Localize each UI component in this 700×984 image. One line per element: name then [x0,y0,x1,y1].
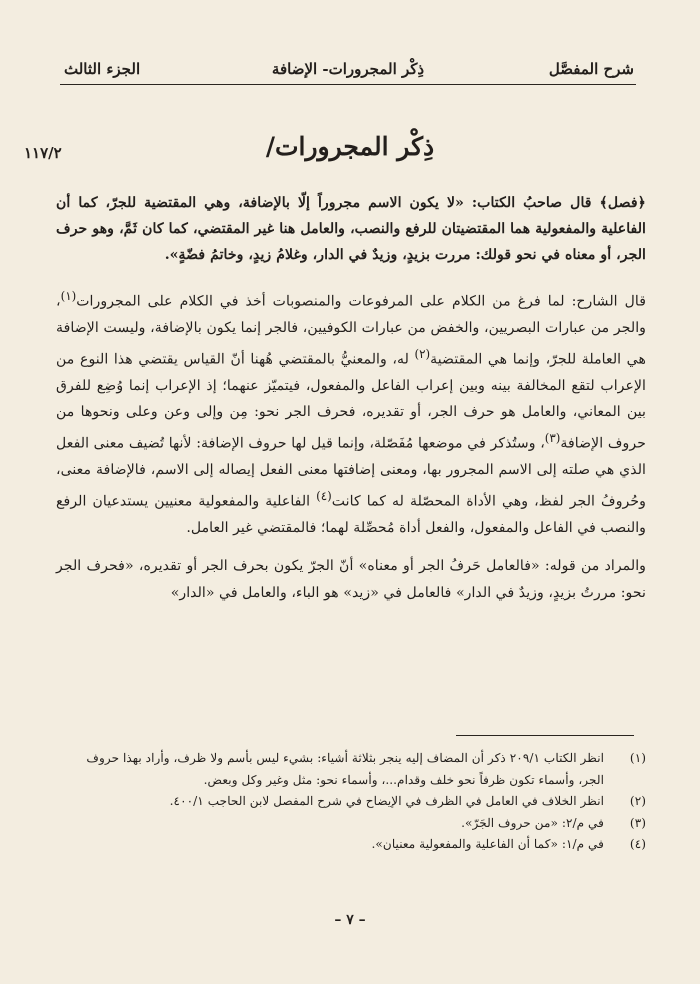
chapter-title: ذِكْر المجرورات/ [265,132,435,161]
footnote-number: (١) [629,751,646,765]
footnote-marker-1: (١) [60,288,77,303]
footnote-text: انظر الكتاب ٢٠٩/١ ذكر أن المضاف إليه ينجر بثلاثة أشياء: بشيء ليس بأسم ولا ظرف، وأراد بهذا حروف الجر، وأسماء تكون ظرفاً نحو خلف وقدام...، وأسماء نحو: مثل وغير وكل وبعض. [86,751,604,787]
section-title: ذِكْر المجرورات- الإضافة [271,60,425,78]
commentary-text-d: ، وستُذكر في موضعها مُفَصّلة، وإنما قيل لها حروف الإضافة: لأنها تُضيف معنى الفعل الذي هي صلته إلى الاسم المجرور بها، ومعنى إضافتها معنى الفعل إيصاله إلى الاسم، فالإضافة معنى، وحُروفُ الجر لفظ، وهي الأداة المحصّلة له كما كانت [56,435,646,510]
footnote-marker-4: (٤) [316,489,332,504]
book-title: شرح المفصَّل [548,60,634,78]
page-number: – ٧ – [334,912,366,928]
commentary-text-a: قال الشارح: لما فرغ من الكلام على المرفوعات والمنصوبات أخذ في الكلام على المجرورات [76,293,646,310]
commentary-text-b: ، والجر من عبارات البصريين، والخفض من عبارات الكوفيين، فالجر إنما يكون بالإضافة، وليست الإضافة هي العاملة للجرّ، وإنما هي المقتضية [56,293,646,368]
main-text [56,190,646,606]
footnote-separator [456,735,634,736]
footnote-number: (٤) [629,837,646,851]
footnote [60,748,646,791]
commentary-text-e: الفاعلية والمفعولية معنيين يستدعيان الرفع والنصب في الفاعل والمفعول، والفعل أداة مُحصِّلة لهما؛ فالمقتضي غير العامل. [56,493,646,537]
footnote-text: انظر الخلاف في العامل في الظرف في الإيضاح في شرح المفصل لابن الحاجب ٤٠٠/١. [169,794,604,808]
footnote [60,813,646,835]
footnote-number: (٢) [629,794,646,808]
footnote-text: في م/٢: «من حروف الجَرّ». [461,815,604,830]
explanation-paragraph: والمراد من قوله: «فالعامل حَرفُ الجر أو معناه» أنّ الجرّ يكون بحرف الجر أو تقديره، «فحرف الجر نحو: مررتُ بزيدٍ، وزيدٌ في الدار» فالعامل في «زيد» هو الباء، والعامل في «الدار» [56,558,646,601]
footnote [60,791,646,813]
volume-label: الجزء الثالث [64,60,141,78]
footnote-marker-3: (٣) [544,431,561,446]
running-header [60,58,636,85]
footnote-text: في م/١: «كما أن الفاعلية والمفعولية معنيان». [371,837,604,851]
commentary-paragraph [56,283,646,542]
footnote [60,834,646,856]
chapter-reference: ١١٧/٢ [24,144,62,162]
author-quote-paragraph: ﴿فصل﴾ قال صاحبُ الكتاب: «لا يكون الاسم مجروراً إلّا بالإضافة، وهي المقتضية للجرّ، كما أن الفاعلية والمفعولية هما المقتضيتان للرفع والنصب، والعامل هنا غير المقتضي، كما كان ثَمَّ، وهو حرف الجر، أو معناه في نحو قولك: مررت بزيدٍ، وزيدٌ في الدار، وغلامُ زيدٍ، وخاتمُ فضّةٍ». [56,195,646,264]
commentary-text-c: له، والمعنيُّ بالمقتضي هُهنا أنّ القياس يقتضي هذا النوع من الإعراب لتقع المخالفة بينه وبين إعراب الفاعل والمفعول، فيتميّز عنهما؛ إذ الإعراب إنما وُضِع للفرق بين المعاني، والعامل هو حرف الجر، أو تقديره، فحرف الجر نحو: مِن وإلى وعن وعلى ونحوها من حروف الإضافة [56,351,646,452]
footnote-number: (٣) [629,815,646,830]
footnotes [60,748,646,856]
footnote-marker-2: (٢) [414,346,431,361]
